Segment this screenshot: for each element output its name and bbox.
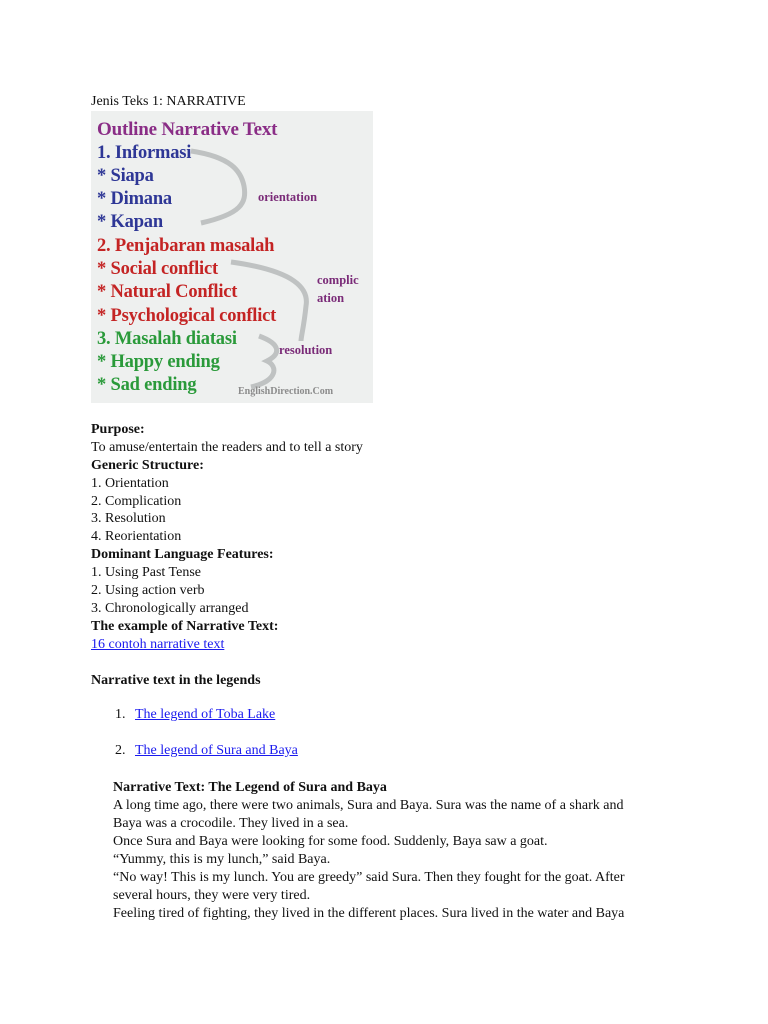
page-title: Jenis Teks 1: NARRATIVE (91, 94, 246, 109)
purpose-text: To amuse/entertain the readers and to tell a story (91, 440, 363, 455)
example-heading: The example of Narrative Text: (91, 619, 279, 634)
example-link[interactable]: 16 contoh narrative text (91, 637, 225, 652)
list-item: 4. Reorientation (91, 529, 182, 544)
figure-line: * Dimana (97, 189, 172, 209)
figure-line: 1. Informasi (97, 143, 192, 163)
story-line: “No way! This is my lunch. You are greedy” said Sura. Then they fought for the goat. After (113, 870, 625, 885)
list-item: 1. Orientation (91, 476, 169, 491)
figure-watermark: EnglishDirection.Com (238, 386, 334, 397)
story-heading: Narrative Text: The Legend of Sura and Baya (113, 780, 387, 795)
list-number: 1. (115, 707, 126, 722)
figure-line: * Natural Conflict (97, 282, 238, 302)
purpose-heading: Purpose: (91, 422, 145, 437)
annotation-orientation: orientation (258, 190, 318, 204)
list-item: 1. Using Past Tense (91, 565, 201, 580)
figure-line: 3. Masalah diatasi (97, 329, 237, 349)
link-legend-toba-lake[interactable]: The legend of Toba Lake (135, 707, 276, 722)
annotation-complication-2: ation (317, 291, 345, 305)
story-line: Feeling tired of fighting, they lived in the different places. Sura lived in the water and Baya (113, 906, 625, 921)
story-line: Baya was a crocodile. They lived in a sea. (113, 816, 349, 831)
legends-heading: Narrative text in the legends (91, 673, 261, 688)
story-line: Once Sura and Baya were looking for some food. Suddenly, Baya saw a goat. (113, 834, 548, 849)
story-line: several hours, they were very tired. (113, 888, 311, 903)
figure-line: * Social conflict (97, 259, 218, 279)
annotation-complication-1: complic (317, 273, 359, 287)
figure-line: * Sad ending (97, 375, 197, 395)
list-number: 2. (115, 743, 126, 758)
list-item: 3. Chronologically arranged (91, 601, 249, 616)
link-legend-sura-baya[interactable]: The legend of Sura and Baya (135, 743, 298, 758)
list-item: 2. Using action verb (91, 583, 205, 598)
generic-structure-heading: Generic Structure: (91, 458, 204, 473)
story-line: A long time ago, there were two animals, Sura and Baya. Sura was the name of a shark and (113, 798, 624, 813)
annotation-resolution: resolution (279, 343, 333, 357)
list-item: 2. Complication (91, 494, 182, 509)
figure-line: * Happy ending (97, 352, 220, 372)
figure-line: * Psychological conflict (97, 306, 277, 326)
figure-line: * Siapa (97, 166, 154, 186)
figure-line: 2. Penjabaran masalah (97, 236, 275, 256)
figure-line: * Kapan (97, 212, 163, 232)
language-features-heading: Dominant Language Features: (91, 547, 274, 562)
story-line: “Yummy, this is my lunch,” said Baya. (113, 852, 331, 867)
figure-title: Outline Narrative Text (97, 119, 278, 140)
list-item: 3. Resolution (91, 511, 166, 526)
narrative-outline-figure (91, 111, 373, 403)
